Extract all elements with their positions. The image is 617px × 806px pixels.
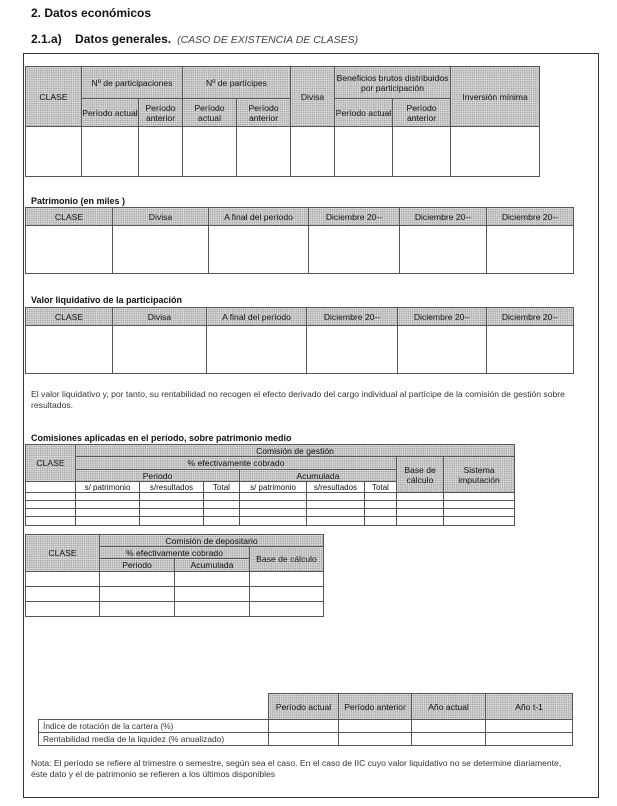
final-periodo-header: A final del período [207,308,307,326]
table-cell[interactable] [250,602,324,617]
beneficios-header: Beneficios brutos distribuidos por participación [335,67,451,99]
table-cell[interactable] [309,226,400,274]
table-cell[interactable] [444,501,515,509]
table-cell[interactable] [444,517,515,526]
table-cell[interactable] [100,602,175,617]
table-cell[interactable] [444,493,515,501]
table-cell[interactable] [365,493,397,501]
periodo-anterior-header: Período anterior [339,694,412,720]
subsection-heading [31,32,358,46]
table-cell[interactable] [140,501,204,509]
table-cell[interactable] [204,493,240,501]
table-cell[interactable] [140,509,204,517]
table-cell[interactable] [76,501,140,509]
table-cell[interactable] [451,127,540,177]
table-cell[interactable] [269,720,339,733]
diciembre-header: Diciembre 20-- [398,308,487,326]
table-cell[interactable] [76,493,140,501]
diciembre-header: Diciembre 20-- [487,308,574,326]
table-cell[interactable] [26,493,76,501]
subsection-title: Datos generales. [75,32,172,46]
periodo-actual-header: Período actual [183,99,237,127]
subsection-number: 2.1.a) [31,32,62,46]
table-cell[interactable] [113,226,209,274]
subsection-subtitle: (CASO DE EXISTENCIA DE CLASES) [177,34,359,46]
diciembre-header: Diciembre 20-- [487,208,574,226]
diciembre-header: Diciembre 20-- [309,208,400,226]
table-cell[interactable] [26,226,113,274]
ano-anterior-header: Año t-1 [486,694,573,720]
periodo-header: Periodo [76,470,240,482]
table-cell[interactable] [26,501,76,509]
sistema-imputacion-header: Sistema imputación [444,457,515,493]
table-cell[interactable] [412,733,486,746]
table-cell[interactable] [240,501,307,509]
table-cell[interactable] [487,226,574,274]
periodo-anterior-header: Período anterior [139,99,183,127]
final-periodo-header: A final del período [209,208,309,226]
table-cell[interactable] [397,493,444,501]
rotacion-row-label: Índice de rotación de la cartera (%) [39,720,269,733]
periodo-actual-header: Período actual [269,694,339,720]
patrimonio-label: Patrimonio (en miles ) [31,196,126,206]
table-cell[interactable] [307,501,365,509]
table-cell[interactable] [140,517,204,526]
table-cell[interactable] [250,572,324,587]
periodo-actual-header: Período actual [335,99,393,127]
section-title: 2. Datos económicos [31,6,152,20]
table-cell[interactable] [204,501,240,509]
table-cell[interactable] [307,326,398,374]
datos-generales-table [25,66,540,177]
table-cell[interactable] [339,720,412,733]
periodo-anterior-header: Período anterior [237,99,291,127]
clase-header: CLASE [26,535,100,572]
divisa-header: Divisa [113,308,207,326]
table-cell[interactable] [335,127,393,177]
footnote: Nota: El período se refiere al trimestre o semestre, según sea el caso. En el caso de IIC cuyo valor liquidativo no se determine diariamente, éste dato y el de patrimonio se refieren a los últimos disponibles [31,758,562,779]
participaciones-header: Nº de participaciones [82,67,183,99]
table-cell[interactable] [307,517,365,526]
periodo-anterior-header: Período anterior [393,99,451,127]
table-cell[interactable] [26,517,76,526]
table-cell[interactable] [412,720,486,733]
rotacion-table [38,693,573,746]
table-cell[interactable] [397,509,444,517]
table-cell[interactable] [486,733,573,746]
table-cell[interactable] [365,517,397,526]
acumulada-header: Acumulada [240,470,397,482]
valor-liquidativo-table [25,307,574,374]
table-cell[interactable] [183,127,237,177]
clase-header: CLASE [26,308,113,326]
table-cell[interactable] [250,587,324,602]
ano-actual-header: Año actual [412,694,486,720]
diciembre-header: Diciembre 20-- [400,208,487,226]
table-cell[interactable] [444,509,515,517]
table-cell[interactable] [400,226,487,274]
s-resultados-header: s/resultados [140,482,204,493]
table-cell[interactable] [140,493,204,501]
table-cell[interactable] [113,326,207,374]
table-cell[interactable] [76,517,140,526]
table-cell[interactable] [307,509,365,517]
divisa-header: Divisa [113,208,209,226]
participes-header: Nº de partícipes [183,67,291,99]
table-cell[interactable] [100,587,175,602]
table-cell[interactable] [365,509,397,517]
table-cell[interactable] [76,509,140,517]
patrimonio-table [25,207,574,274]
table-cell[interactable] [240,517,307,526]
table-cell[interactable] [207,326,307,374]
base-calculo-header: Base de cálculo [250,547,324,572]
acumulada-header: Acumulada [175,559,250,572]
total-header: Total [204,482,240,493]
s-patrimonio-header: s/ patrimonio [76,482,140,493]
table-cell[interactable] [397,517,444,526]
s-resultados-header: s/resultados [307,482,365,493]
table-cell[interactable] [204,509,240,517]
table-cell[interactable] [209,226,309,274]
inversion-minima-header: Inversión mínima [451,67,540,127]
table-cell[interactable] [26,572,100,587]
table-cell[interactable] [26,587,100,602]
comision-gestion-header: Comisión de gestión [76,445,515,457]
rentabilidad-row-label: Rentabilidad media de la liquidez (% anualizado) [39,733,269,746]
comision-depositario-header: Comisión de depositario [100,535,324,547]
table-cell[interactable] [26,602,100,617]
comisiones-label: Comisiones aplicadas en el período, sobre patrimonio medio [31,433,292,443]
valor-liquidativo-label: Valor liquidativo de la participación [31,295,183,305]
table-cell[interactable] [82,127,139,177]
clase-header: CLASE [26,67,82,127]
table-cell[interactable] [26,127,82,177]
s-patrimonio-header: s/ patrimonio [240,482,307,493]
table-cell[interactable] [100,572,175,587]
valor-note: El valor liquidativo y, por tanto, su rentabilidad no recogen el efecto derivado del cargo individual al partícipe de la comisión de gestión sobre resultados. [31,389,565,410]
table-cell[interactable] [486,720,573,733]
table-cell[interactable] [175,602,250,617]
table-cell[interactable] [339,733,412,746]
table-cell[interactable] [240,493,307,501]
table-cell[interactable] [139,127,183,177]
clase-header: CLASE [26,208,113,226]
total-header: Total [365,482,397,493]
periodo-actual-header: Período actual [82,99,139,127]
table-cell[interactable] [204,517,240,526]
pct-cobrado-header: % efectivamente cobrado [76,457,397,470]
table-cell[interactable] [398,326,487,374]
table-cell[interactable] [307,493,365,501]
diciembre-header: Diciembre 20-- [307,308,398,326]
table-cell [26,482,76,493]
table-cell[interactable] [393,127,451,177]
depositario-table [25,534,324,617]
clase-header: CLASE [26,445,76,482]
table-cell[interactable] [487,326,574,374]
table-cell[interactable] [175,587,250,602]
table-cell[interactable] [240,509,307,517]
table-cell[interactable] [26,509,76,517]
comisiones-table [25,444,515,526]
table-cell[interactable] [365,501,397,509]
pct-cobrado-header: % efectivamente cobrado [100,547,250,559]
rotacion-corner [39,694,269,720]
base-calculo-header: Base de cálculo [397,457,444,493]
table-cell[interactable] [291,127,335,177]
divisa-header: Divisa [291,67,335,127]
table-cell[interactable] [175,572,250,587]
table-cell[interactable] [269,733,339,746]
table-cell[interactable] [237,127,291,177]
periodo-header: Periodo [100,559,175,572]
table-cell[interactable] [397,501,444,509]
table-cell[interactable] [26,326,113,374]
